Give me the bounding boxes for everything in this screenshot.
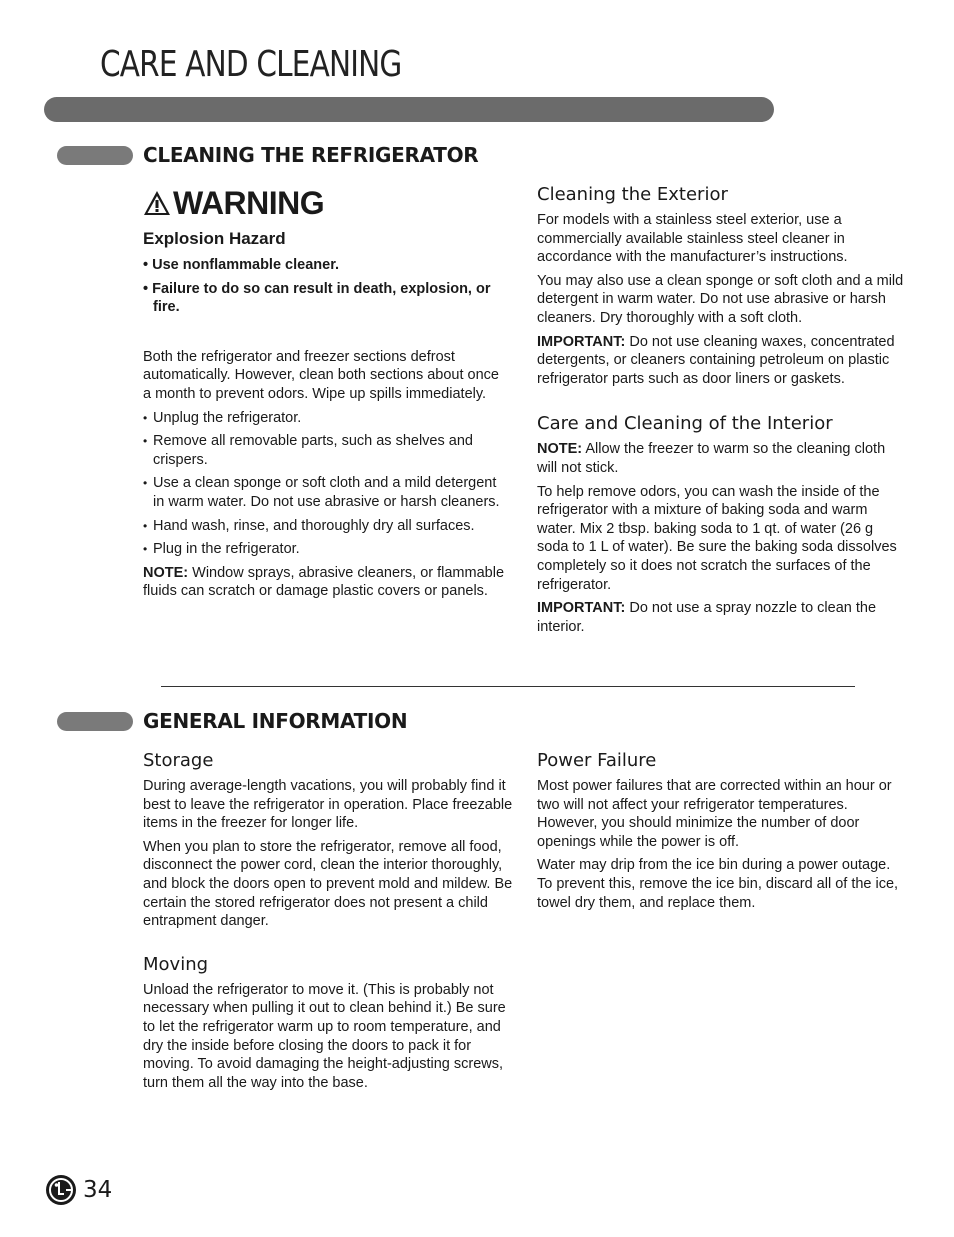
warning-title [143,184,511,222]
section-heading-cleaning: CLEANING THE REFRIGERATOR [143,143,479,167]
general-right-column [537,750,905,917]
page-title: CARE AND CLEANING [100,44,402,85]
cleaning-steps [143,409,511,559]
list-item: • Hand wash, rinse, and thoroughly dry all surfaces. [143,517,511,536]
cleaning-right-column [537,184,905,641]
important-label: IMPORTANT: [537,600,626,617]
header-bar [44,97,774,122]
moving-paragraph: Unload the refrigerator to move it. (This is probably not necessary when pulling it out to clean behind it.) Be sure to let the refrigerator warm up to room temperature, and dry the inside before closing the doors to pack it for moving. To avoid damaging the height-adjusting screws, turn them all the way into the base. [143,981,506,1091]
list-item: • Use a clean sponge or soft cloth and a mild detergent in warm water. Do not use abrasive or harsh cleaners. [143,474,511,511]
power-failure-heading: Power Failure [537,750,657,771]
general-left-column [143,750,521,1097]
warning-icon [143,190,171,216]
list-item: • Plug in the refrigerator. [143,540,511,559]
exterior-important [537,333,905,389]
power-failure-paragraph: Water may drip from the ice bin during a power outage. To prevent this, remove the ice bin, discard all of the ice, towel dry them, and replace them. [537,857,899,911]
hazard-type: Explosion Hazard [143,229,286,248]
storage-heading: Storage [143,750,214,771]
exterior-paragraph: For models with a stainless steel exterior, use a commercially available stainless steel cleaner in accordance with the manufacturer’s instructions. [537,212,848,266]
section-divider [161,686,855,687]
important-text: Do not use cleaning waxes, concentrated detergents, or cleaners containing petroleum on plastic refrigerator parts such as door liners or gaskets. [537,333,895,387]
note-label: NOTE: [143,564,189,581]
storage-paragraph: During average-length vacations, you will probably find it best to leave the refrigerator in operation. Place freezable items in the freezer for longer life. [143,778,513,832]
interior-note [537,440,905,477]
cleaning-note [143,564,511,601]
list-item: • Remove all removable parts, such as shelves and crispers. [143,432,511,469]
note-label: NOTE: [537,441,583,458]
cleaning-left-column [143,184,511,606]
interior-heading: Care and Cleaning of the Interior [537,413,833,435]
section-heading-general: GENERAL INFORMATION [143,709,408,733]
page-number: 34 [83,1177,113,1203]
list-item: • Unplug the refrigerator. [143,409,511,428]
important-text: Do not use a spray nozzle to clean the interior. [537,600,877,635]
warning-label: WARNING [173,185,325,221]
power-failure-paragraph: Most power failures that are corrected within an hour or two will not affect your refrigerator temperatures. However, you should minimize the number of door openings while the power is off. [537,778,892,850]
section-marker [57,146,133,165]
interior-important [537,599,905,636]
storage-paragraph: When you plan to store the refrigerator, remove all food, disconnect the power cord, clean the interior thoroughly, and block the doors open to prevent mold and mildew. Be certain the stored refrigerator does not present a child entrapment danger. [143,838,513,930]
exterior-paragraph: You may also use a clean sponge or soft cloth and a mild detergent in warm water. Do not use abrasive or harsh cleaners. Dry thoroughly with a soft cloth. [537,272,904,326]
cleaning-intro: Both the refrigerator and freezer sections defrost automatically. However, clean both sections about once a month to prevent odors. Wipe up spills immediately. [143,348,499,402]
lg-logo-icon [45,1174,77,1206]
interior-paragraph: To help remove odors, you can wash the inside of the refrigerator with a mixture of baking soda and warm water. Mix 2 tbsp. baking soda to 1 qt. of water (26 g soda to 1 L of water). Be sure the baking soda dissolves completely so it does not scratch the surfaces of the refrigerator. [537,483,897,593]
warning-bullet: • Use nonflammable cleaner. [143,257,340,273]
exterior-heading: Cleaning the Exterior [537,184,728,205]
note-text: Window sprays, abrasive cleaners, or flammable fluids can scratch or damage plastic covers or panels. [143,564,505,600]
note-text: Allow the freezer to warm so the cleaning cloth will not stick. [537,441,886,476]
warning-bullet: • Failure to do so can result in death, explosion, or fire. [143,280,491,316]
moving-heading: Moving [143,953,209,975]
section-marker [57,712,133,731]
important-label: IMPORTANT: [537,333,626,350]
